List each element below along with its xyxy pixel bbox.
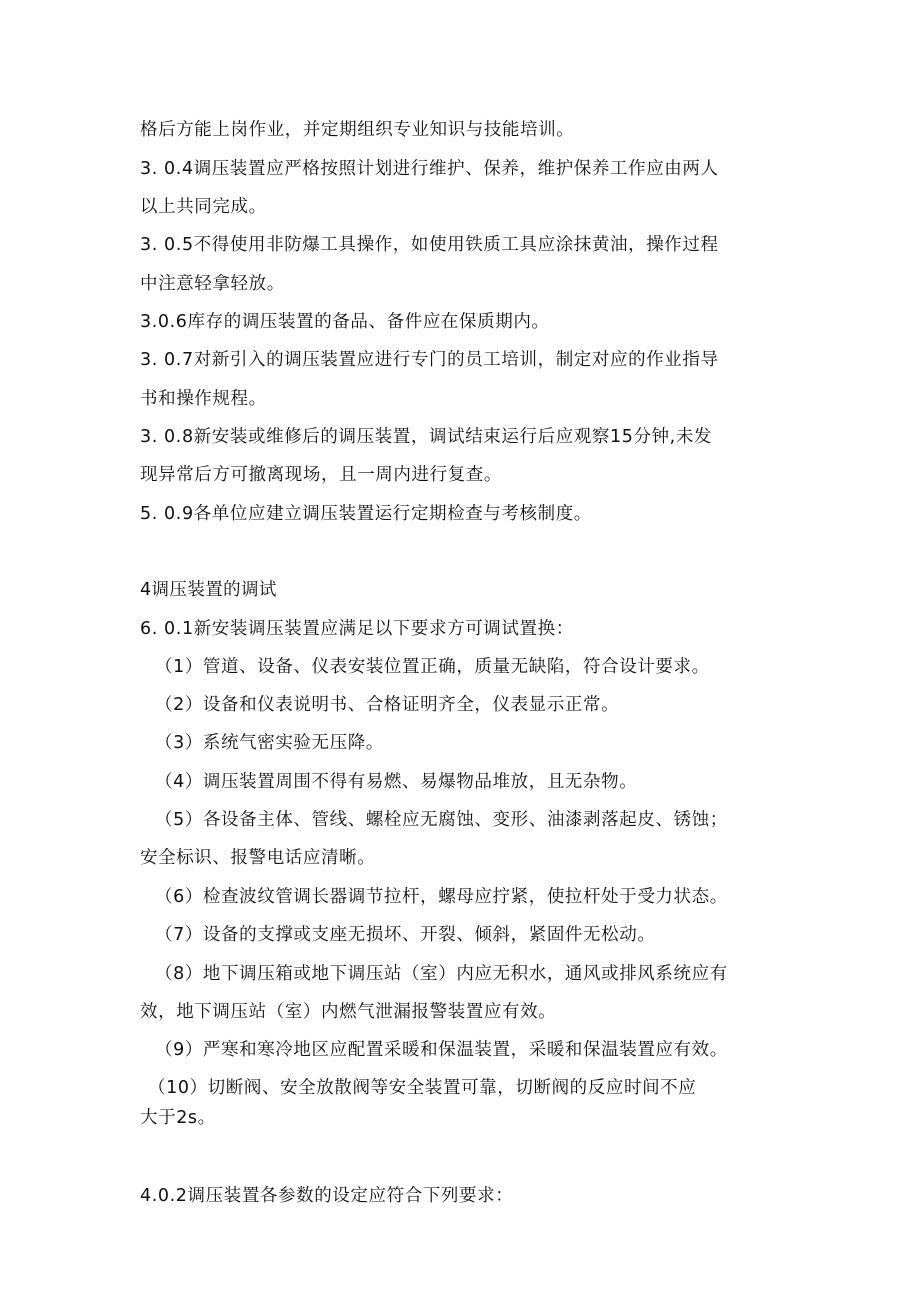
text-line: 效，地下调压站（室）内燃气泄漏报警装置应有效。 (140, 1002, 557, 1022)
text-line: 中注意轻拿轻放。 (140, 274, 285, 294)
text-line: 3. 0.8新安装或维修后的调压装置，调试结束运行后应观察15分钟,未发 (140, 427, 713, 447)
text-line: 以上共同完成。 (140, 197, 267, 217)
list-item: （1）管道、设备、仪表安装位置正确，质量无缺陷，符合设计要求。 (155, 657, 710, 677)
text-line: 3. 0.4调压装置应严格按照计划进行维护、保养，维护保养工作应由两人 (140, 159, 719, 179)
text-line: 4.0.2调压装置各参数的设定应符合下列要求： (140, 1186, 514, 1206)
list-item: （3）系统气密实验无压降。 (155, 733, 384, 753)
list-item: （7）设备的支撑或支座无损坏、开裂、倾斜，紧固件无松动。 (155, 925, 656, 945)
text-line: 5. 0.9各单位应建立调压装置运行定期检查与考核制度。 (140, 504, 592, 524)
list-item: （10）切断阀、安全放散阀等安全装置可靠，切断阀的反应时间不应 (148, 1078, 697, 1098)
text-line: 格后方能上岗作业，并定期组织专业知识与技能培训。 (140, 120, 575, 140)
list-item: （9）严寒和寒冷地区应配置采暖和保温装置，采暖和保温装置应有效。 (155, 1040, 728, 1060)
list-item: （5）各设备主体、管线、螺栓应无腐蚀、变形、油漆剥落起皮、锈蚀； (155, 810, 728, 830)
list-item: （2）设备和仪表说明书、合格证明齐全，仪表显示正常。 (155, 695, 620, 715)
text-line: 大于2s。 (140, 1108, 216, 1128)
section-heading: 4调压装置的调试 (140, 580, 277, 600)
text-line: 安全标识、报警电话应清晰。 (140, 848, 376, 868)
text-line: 3. 0.7对新引入的调压装置应进行专门的员工培训，制定对应的作业指导 (140, 350, 719, 370)
list-item: （6）检查波纹管调长器调节拉杆，螺母应拧紧，使拉杆处于受力状态。 (155, 887, 728, 907)
text-line: 现异常后方可撤离现场，且一周内进行复查。 (140, 465, 502, 485)
text-line: 6. 0.1新安装调压装置应满足以下要求方可调试置换： (140, 619, 574, 639)
text-line: 3.0.6库存的调压装置的备品、备件应在保质期内。 (140, 312, 550, 332)
list-item: （8）地下调压箱或地下调压站（室）内应无积水，通风或排风系统应有 (155, 964, 728, 984)
text-line: 书和操作规程。 (140, 389, 267, 409)
text-line: 3. 0.5不得使用非防爆工具操作，如使用铁质工具应涂抹黄油，操作过程 (140, 235, 719, 255)
list-item: （4）调压装置周围不得有易燃、易爆物品堆放，且无杂物。 (155, 772, 638, 792)
